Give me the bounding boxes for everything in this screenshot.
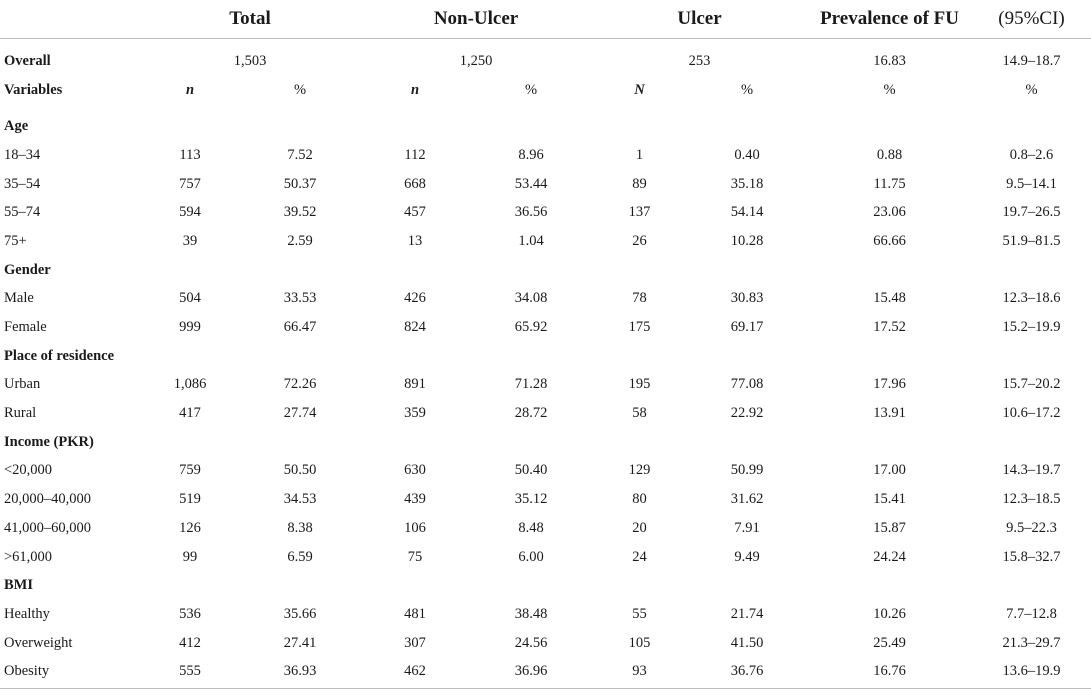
section-title: Income (PKR) xyxy=(4,433,94,450)
cell-non-ulcer-n: 307 xyxy=(404,634,426,651)
table-row xyxy=(0,371,1091,400)
row-label: Rural xyxy=(4,405,37,422)
cell-total-n: 536 xyxy=(179,605,201,622)
cell-ci: 9.5–14.1 xyxy=(1006,175,1057,192)
cell-prevalence: 13.91 xyxy=(873,405,906,422)
cell-prevalence: 17.96 xyxy=(873,376,906,393)
cell-prevalence: 24.24 xyxy=(873,548,906,565)
non-ulcer-pct-header: % xyxy=(524,81,538,98)
header-total: Total xyxy=(140,0,360,39)
row-label: 18–34 xyxy=(4,146,41,163)
cell-non-ulcer-pct: 1.04 xyxy=(518,232,544,249)
cell-total-pct: 50.37 xyxy=(283,175,317,192)
section-title: Gender xyxy=(4,261,51,278)
bottom-rule xyxy=(0,688,1091,689)
cell-total-n: 504 xyxy=(179,290,201,307)
cell-ci: 51.9–81.5 xyxy=(1002,232,1061,249)
row-label: Male xyxy=(4,290,34,307)
section-header-income xyxy=(0,428,1091,457)
cell-ulcer-pct: 30.83 xyxy=(730,290,764,307)
cell-ulcer-n: 78 xyxy=(632,290,647,307)
table-row xyxy=(0,543,1091,572)
cell-non-ulcer-pct: 36.96 xyxy=(514,663,548,680)
overall-total: 1,503 xyxy=(233,52,267,69)
row-label: Overweight xyxy=(4,634,73,651)
cell-total-n: 594 xyxy=(179,204,201,221)
cell-non-ulcer-n: 112 xyxy=(404,146,426,163)
cell-ulcer-pct: 7.91 xyxy=(734,519,760,536)
cell-non-ulcer-n: 106 xyxy=(404,519,426,536)
cell-total-n: 113 xyxy=(179,146,201,163)
section-title: BMI xyxy=(4,577,33,594)
cell-total-pct: 8.38 xyxy=(287,519,313,536)
table-row xyxy=(0,485,1091,514)
cell-non-ulcer-n: 75 xyxy=(407,548,423,565)
cell-ulcer-n: 58 xyxy=(632,405,647,422)
cell-ulcer-n: 137 xyxy=(628,204,651,221)
table-row xyxy=(0,170,1091,199)
overall-non-ulcer: 1,250 xyxy=(459,52,493,69)
cell-ci: 0.8–2.6 xyxy=(1009,146,1054,163)
cell-non-ulcer-n: 630 xyxy=(404,462,426,479)
cell-total-pct: 72.26 xyxy=(283,376,317,393)
header-prevalence: Prevalence of FU xyxy=(807,0,972,39)
cell-ulcer-pct: 21.74 xyxy=(730,605,764,622)
cell-total-pct: 34.53 xyxy=(283,491,317,508)
cell-ci: 15.2–19.9 xyxy=(1002,319,1061,336)
cell-total-pct: 6.59 xyxy=(287,548,313,565)
sections-body xyxy=(0,104,1091,686)
cell-ulcer-n: 129 xyxy=(628,462,651,479)
cell-ulcer-n: 1 xyxy=(635,146,644,163)
cell-prevalence: 17.00 xyxy=(873,462,906,479)
cell-ci: 19.7–26.5 xyxy=(1002,204,1061,221)
cell-ulcer-pct: 69.17 xyxy=(730,319,764,336)
cell-ulcer-n: 93 xyxy=(632,663,647,680)
ulcer-n-header: N xyxy=(634,81,645,98)
cell-ci: 12.3–18.5 xyxy=(1002,491,1061,508)
cell-ci: 15.8–32.7 xyxy=(1002,548,1061,565)
overall-ulcer: 253 xyxy=(688,52,711,69)
cell-prevalence: 16.76 xyxy=(873,663,906,680)
cell-non-ulcer-pct: 24.56 xyxy=(514,634,548,651)
cell-non-ulcer-pct: 36.56 xyxy=(514,204,548,221)
cell-total-pct: 27.41 xyxy=(283,634,317,651)
cell-ulcer-pct: 36.76 xyxy=(730,663,764,680)
cell-non-ulcer-n: 668 xyxy=(404,175,426,192)
cell-non-ulcer-n: 457 xyxy=(404,204,426,221)
table-row xyxy=(0,629,1091,658)
cell-total-n: 757 xyxy=(179,175,201,192)
total-pct-header: % xyxy=(293,81,307,98)
variables-row xyxy=(0,76,1091,105)
ci-pct-header: % xyxy=(1025,81,1038,98)
table-row xyxy=(0,457,1091,486)
row-label: Female xyxy=(4,319,47,336)
cell-total-n: 412 xyxy=(179,634,201,651)
cell-ulcer-pct: 54.14 xyxy=(730,204,764,221)
section-title: Place of residence xyxy=(4,347,115,364)
row-label: >61,000 xyxy=(4,548,53,565)
cell-non-ulcer-n: 359 xyxy=(404,405,426,422)
header-non-ulcer: Non-Ulcer xyxy=(360,0,592,39)
row-label: 20,000–40,000 xyxy=(4,491,91,508)
cell-non-ulcer-n: 824 xyxy=(404,319,426,336)
row-label: 41,000–60,000 xyxy=(4,519,91,536)
table-header-row xyxy=(0,0,1091,39)
cell-non-ulcer-pct: 71.28 xyxy=(514,376,548,393)
cell-prevalence: 66.66 xyxy=(873,232,906,249)
table-row xyxy=(0,657,1091,686)
cell-total-n: 417 xyxy=(179,405,201,422)
header-blank xyxy=(0,0,140,39)
cell-non-ulcer-n: 13 xyxy=(407,232,423,249)
cell-ulcer-pct: 35.18 xyxy=(730,175,764,192)
cell-total-n: 759 xyxy=(179,462,201,479)
cell-non-ulcer-n: 439 xyxy=(404,491,426,508)
prevalence-pct-header: % xyxy=(883,81,896,98)
cell-non-ulcer-pct: 8.96 xyxy=(518,146,544,163)
non-ulcer-n-header: n xyxy=(410,81,420,98)
table-row xyxy=(0,285,1091,314)
cell-non-ulcer-pct: 6.00 xyxy=(518,548,544,565)
cell-total-n: 1,086 xyxy=(173,376,207,393)
cell-total-pct: 39.52 xyxy=(283,204,317,221)
cell-ci: 15.7–20.2 xyxy=(1002,376,1061,393)
cell-total-n: 126 xyxy=(179,519,201,536)
section-title: Age xyxy=(4,118,29,135)
cell-ci: 12.3–18.6 xyxy=(1002,290,1061,307)
overall-ci: 14.9–18.7 xyxy=(1002,52,1061,69)
cell-ulcer-n: 24 xyxy=(632,548,647,565)
cell-prevalence: 23.06 xyxy=(873,204,906,221)
cell-non-ulcer-pct: 38.48 xyxy=(514,605,548,622)
cell-non-ulcer-pct: 53.44 xyxy=(514,175,548,192)
cell-total-pct: 7.52 xyxy=(287,146,313,163)
row-label: Urban xyxy=(4,376,41,393)
cell-ulcer-pct: 31.62 xyxy=(730,491,764,508)
cell-ci: 21.3–29.7 xyxy=(1002,634,1061,651)
table-row xyxy=(0,141,1091,170)
cell-ci: 13.6–19.9 xyxy=(1002,663,1061,680)
cell-ulcer-pct: 50.99 xyxy=(730,462,764,479)
row-label: 35–54 xyxy=(4,175,41,192)
total-n-header: n xyxy=(185,81,195,98)
cell-total-n: 999 xyxy=(179,319,201,336)
cell-non-ulcer-n: 426 xyxy=(404,290,426,307)
table-row xyxy=(0,514,1091,543)
cell-total-n: 39 xyxy=(182,232,198,249)
cell-ulcer-n: 105 xyxy=(628,634,651,651)
cell-total-pct: 35.66 xyxy=(283,605,317,622)
cell-ulcer-n: 80 xyxy=(632,491,647,508)
cell-non-ulcer-pct: 34.08 xyxy=(514,290,548,307)
row-label: Healthy xyxy=(4,605,50,622)
header-ulcer: Ulcer xyxy=(592,0,807,39)
section-header-age xyxy=(0,104,1091,141)
cell-total-pct: 33.53 xyxy=(283,290,317,307)
cell-prevalence: 10.26 xyxy=(873,605,906,622)
row-label: 55–74 xyxy=(4,204,41,221)
cell-prevalence: 17.52 xyxy=(873,319,906,336)
table-row xyxy=(0,227,1091,256)
cell-ci: 9.5–22.3 xyxy=(1006,519,1057,536)
cell-ulcer-n: 55 xyxy=(632,605,647,622)
header-ci: (95%CI) xyxy=(972,0,1091,39)
section-header-residence xyxy=(0,342,1091,371)
cell-ulcer-n: 26 xyxy=(632,232,647,249)
cell-non-ulcer-pct: 8.48 xyxy=(518,519,544,536)
row-label: <20,000 xyxy=(4,462,53,479)
cell-ulcer-pct: 41.50 xyxy=(730,634,764,651)
overall-label: Overall xyxy=(4,52,51,69)
cell-non-ulcer-pct: 50.40 xyxy=(514,462,548,479)
cell-total-pct: 27.74 xyxy=(283,405,317,422)
cell-ulcer-n: 89 xyxy=(632,175,647,192)
cell-non-ulcer-pct: 35.12 xyxy=(514,491,548,508)
table-row xyxy=(0,600,1091,629)
cell-prevalence: 25.49 xyxy=(873,634,906,651)
cell-prevalence: 15.48 xyxy=(873,290,906,307)
cell-prevalence: 11.75 xyxy=(873,175,906,192)
cell-ulcer-pct: 9.49 xyxy=(734,548,760,565)
table-row xyxy=(0,313,1091,342)
cell-ulcer-pct: 0.40 xyxy=(734,146,760,163)
table-row xyxy=(0,198,1091,227)
cell-non-ulcer-n: 481 xyxy=(404,605,426,622)
cell-total-pct: 36.93 xyxy=(283,663,317,680)
cell-total-pct: 2.59 xyxy=(287,232,313,249)
cell-total-n: 555 xyxy=(179,663,201,680)
cell-non-ulcer-n: 462 xyxy=(404,663,426,680)
cell-non-ulcer-pct: 28.72 xyxy=(514,405,548,422)
overall-row xyxy=(0,39,1091,76)
cell-total-pct: 66.47 xyxy=(283,319,317,336)
cell-ulcer-pct: 22.92 xyxy=(730,405,764,422)
cell-ulcer-n: 175 xyxy=(628,319,651,336)
cell-ci: 14.3–19.7 xyxy=(1002,462,1061,479)
cell-prevalence: 0.88 xyxy=(876,146,903,163)
section-header-bmi xyxy=(0,571,1091,600)
cell-ulcer-n: 195 xyxy=(628,376,651,393)
section-header-gender xyxy=(0,256,1091,285)
row-label: 75+ xyxy=(4,232,27,249)
cell-ci: 7.7–12.8 xyxy=(1006,605,1057,622)
cell-ulcer-pct: 77.08 xyxy=(730,376,764,393)
cell-non-ulcer-pct: 65.92 xyxy=(514,319,548,336)
cell-ulcer-n: 20 xyxy=(632,519,647,536)
cell-non-ulcer-n: 891 xyxy=(404,376,426,393)
row-label: Obesity xyxy=(4,663,50,680)
cell-total-n: 519 xyxy=(179,491,201,508)
cell-prevalence: 15.41 xyxy=(873,491,906,508)
cell-prevalence: 15.87 xyxy=(873,519,906,536)
overall-prevalence: 16.83 xyxy=(873,52,906,69)
variables-label: Variables xyxy=(4,81,63,98)
cell-ci: 10.6–17.2 xyxy=(1002,405,1061,422)
cell-ulcer-pct: 10.28 xyxy=(730,232,764,249)
cell-total-n: 99 xyxy=(182,548,198,565)
ulcer-pct-header: % xyxy=(740,81,754,98)
cell-total-pct: 50.50 xyxy=(283,462,317,479)
table-row xyxy=(0,399,1091,428)
